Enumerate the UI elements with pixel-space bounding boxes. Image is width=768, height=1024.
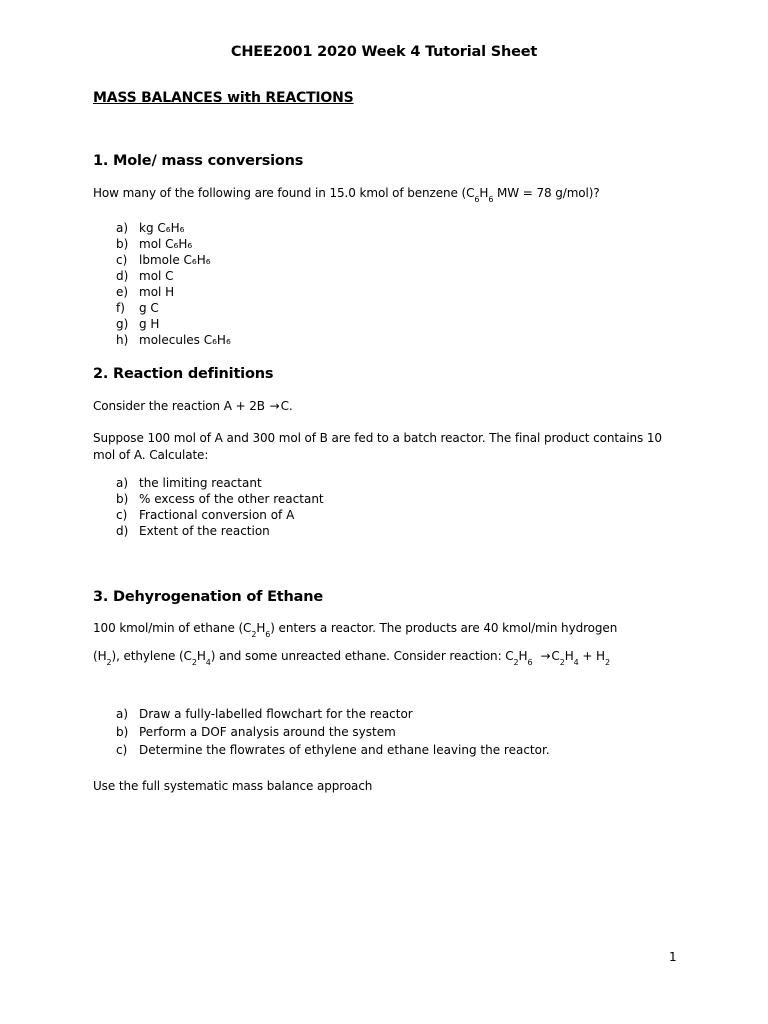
body-text: (H <box>93 649 107 663</box>
list-marker: e) <box>116 285 129 299</box>
list-marker: b) <box>116 492 129 506</box>
reaction-text: Consider the reaction A + 2B <box>93 399 269 413</box>
list-text: mol C₆H₆ <box>139 237 193 251</box>
list-text: % excess of the other reactant <box>139 492 324 506</box>
subscript: 2 <box>513 658 519 667</box>
list-marker: d) <box>116 524 129 538</box>
section-3-closing: Use the full systematic mass balance approach <box>93 779 373 793</box>
body-text: H <box>564 649 574 663</box>
section-3-line-1 <box>93 620 683 638</box>
subscript: 4 <box>573 658 579 667</box>
list-text: kg C₆H₆ <box>139 221 185 235</box>
page-number: 1 <box>669 950 677 964</box>
page-subtitle: MASS BALANCES with REACTIONS <box>93 90 354 106</box>
list-text: Extent of the reaction <box>139 524 270 538</box>
subscript: 6 <box>488 195 494 204</box>
subscript: 2 <box>191 658 197 667</box>
list-text: g C <box>139 301 159 315</box>
list-marker: b) <box>116 725 129 739</box>
list-text: Fractional conversion of A <box>139 508 295 522</box>
list-marker: a) <box>116 221 129 235</box>
section-1-question <box>93 185 683 203</box>
subscript: 6 <box>265 630 271 639</box>
subscript: 2 <box>106 658 112 667</box>
section-2-reaction <box>93 398 683 415</box>
body-text: C <box>551 649 560 663</box>
subscript: 6 <box>474 195 480 204</box>
subscript: 2 <box>559 658 565 667</box>
section-1-heading: 1. Mole/ mass conversions <box>93 153 304 169</box>
subscript: 2 <box>251 630 257 639</box>
list-text: g H <box>139 317 160 331</box>
list-text: lbmole C₆H₆ <box>139 253 211 267</box>
subscript: 4 <box>205 658 211 667</box>
question-text: MW = 78 g/mol)? <box>493 186 600 200</box>
list-marker: b) <box>116 237 129 251</box>
list-marker: h) <box>116 333 129 347</box>
list-text: Determine the flowrates of ethylene and ethane leaving the reactor. <box>139 743 550 757</box>
arrow-icon: → <box>269 399 280 413</box>
list-marker: g) <box>116 317 129 331</box>
list-marker: f) <box>116 301 125 315</box>
list-text: mol C <box>139 269 174 283</box>
list-text: the limiting reactant <box>139 476 262 490</box>
reaction-text: C. <box>280 399 293 413</box>
arrow-icon: → <box>540 649 551 663</box>
list-text: molecules C₆H₆ <box>139 333 231 347</box>
list-text: Draw a fully-labelled flowchart for the reactor <box>139 707 413 721</box>
subscript: 6 <box>527 658 533 667</box>
body-text: H <box>256 621 266 635</box>
body-text: 100 kmol/min of ethane (C <box>93 621 252 635</box>
body-text: + H <box>578 649 605 663</box>
body-text: H <box>196 649 206 663</box>
list-text: Perform a DOF analysis around the system <box>139 725 396 739</box>
list-marker: a) <box>116 707 129 721</box>
body-text: ) enters a reactor. The products are 40 kmol/min hydrogen <box>270 621 618 635</box>
list-marker: c) <box>116 743 128 757</box>
body-text: H <box>518 649 528 663</box>
list-marker: c) <box>116 253 128 267</box>
section-2-paragraph: Suppose 100 mol of A and 300 mol of B are fed to a batch reactor. The final product contains 10 mol of A. Calculate: <box>93 431 662 462</box>
section-2-heading: 2. Reaction definitions <box>93 366 274 382</box>
subscript: 2 <box>604 658 610 667</box>
section-3-line-2 <box>93 648 693 666</box>
list-marker: a) <box>116 476 129 490</box>
body-text: ) and some unreacted ethane. Consider reaction: C <box>210 649 514 663</box>
question-text: How many of the following are found in 15.0 kmol of benzene (C <box>93 186 475 200</box>
question-text: H <box>479 186 489 200</box>
list-text: mol H <box>139 285 175 299</box>
list-marker: d) <box>116 269 129 283</box>
list-marker: c) <box>116 508 128 522</box>
section-3-heading: 3. Dehyrogenation of Ethane <box>93 589 323 605</box>
body-text: ), ethylene (C <box>111 649 192 663</box>
page-title: CHEE2001 2020 Week 4 Tutorial Sheet <box>230 44 538 60</box>
